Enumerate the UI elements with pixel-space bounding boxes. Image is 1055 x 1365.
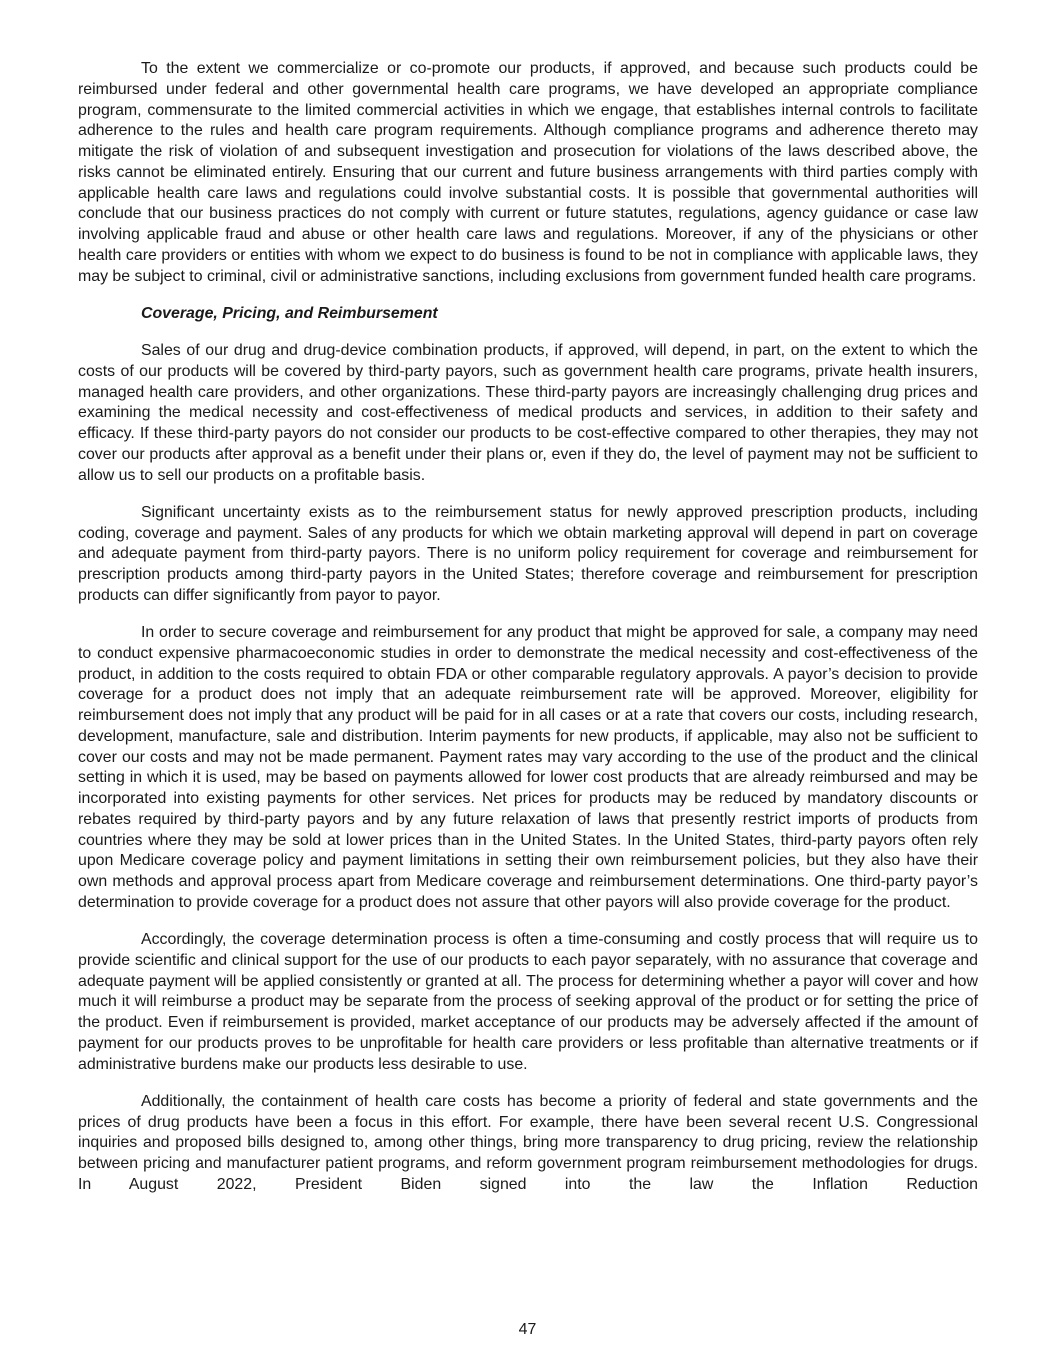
paragraph: Accordingly, the coverage determination process is often a time-consuming and costly process that will require us to provide scientific and clinical support for the use of our products to each payor separately, with no assurance that coverage and adequate payment will be applied consistently or granted at all. The process for determining whether a payor will cover and how much it will reimburse a product may be separate from the process of seeking approval of the product or for setting the price of the product. Even if reimbursement is provided, market acceptance of our products may be adversely affected if the amount of payment for our products proves to be unprofitable for health care providers or less profitable than alternative treatments or if administrative burdens make our products less desirable to use. (78, 931, 978, 1073)
paragraph: Sales of our drug and drug-device combination products, if approved, will depend, in part, on the extent to which the costs of our products will be covered by third-party payors, such as government health care programs, private health insurers, managed health care providers, and other organizations. These third-party payors are increasingly challenging drug prices and examining the medical necessity and cost-effectiveness of medical products and services, in addition to their safety and efficacy. If these third-party payors do not consider our products to be cost-effective compared to other therapies, they may not cover our products after approval as a benefit under their plans or, even if they do, the level of payment may not be sufficient to allow us to sell our products on a profitable basis. (78, 342, 978, 484)
paragraph: Significant uncertainty exists as to the reimbursement status for newly approved prescription products, including coding, coverage and payment. Sales of any products for which we obtain marketing approval will depend in part on coverage and adequate payment from third-party payors. There is no uniform policy requirement for coverage and reimbursement for prescription products among third-party payors in the United States; therefore coverage and reimbursement for prescription products can differ significantly from payor to payor. (78, 503, 978, 604)
paragraph: Additionally, the containment of health care costs has become a priority of federal and state governments and the prices of drug products have been a focus in this effort. For example, there have been several recent U.S. Congressional inquiries and proposed bills designed to, among other things, bring more transparency to drug pricing, review the relationship between pricing and manufacturer patient programs, and reform government program reimbursement methodologies for drugs. In August 2022, President Biden signed into the law the Inflation Reduction (78, 1092, 978, 1193)
section-heading: Coverage, Pricing, and Reimbursement (141, 304, 438, 322)
paragraph-compliance-program: To the extent we commercialize or co-promote our products, if approved, and because such products could be reimbursed under federal and other governmental health care programs, we have developed an appropriate compliance program, commensurate to the limited commercial activities in which we engage, that establishes internal controls to facilitate adherence to the rules and health care program requirements. Although compliance programs and adherence thereto may mitigate the risk of violation of and subsequent investigation and prosecution for violations of the laws described above, the risks cannot be eliminated entirely. Ensuring that our current and future business arrangements with third parties comply with applicable health care laws and regulations could involve substantial costs. It is possible that governmental authorities will conclude that our business practices do not comply with current or future statutes, regulations, agency guidance or case law involving applicable fraud and abuse or other health care laws and regulations. Moreover, if any of the physicians or other health care providers or entities with whom we expect to do business is found to be not in compliance with applicable laws, they may be subject to criminal, civil or administrative sanctions, including exclusions from government funded health care programs. (78, 60, 978, 285)
paragraph: In order to secure coverage and reimbursement for any product that might be approved for sale, a company may need to conduct expensive pharmacoeconomic studies in order to demonstrate the medical necessity and cost-effectiveness of the product, in addition to the costs required to obtain FDA or other comparable regulatory approvals. A payor’s decision to provide coverage for a product does not imply that an adequate reimbursement rate will be approved. Moreover, eligibility for reimbursement does not imply that any product will be paid for in all cases or at a rate that covers our costs, including research, development, manufacture, sale and distribution. Interim payments for new products, if applicable, may also not be sufficient to cover our costs and may not be made permanent. Payment rates may vary according to the use of the product and the clinical setting in which it is used, may be based on payments allowed for lower cost products that are already reimbursed and may be incorporated into existing payments for other services. Net prices for products may be reduced by mandatory discounts or rebates required by third-party payors and by any future relaxation of laws that presently restrict imports of products from countries where they may be sold at lower prices than in the United States. In the United States, third-party payors often rely upon Medicare coverage policy and payment limitations in setting their own reimbursement policies, but they also have their own methods and approval process apart from Medicare coverage and reimbursement determinations. One third-party payor’s determination to provide coverage for a product does not assure that other payors will also provide coverage for the product. (78, 624, 978, 911)
page-number: 47 (518, 1321, 537, 1338)
document-page (78, 59, 978, 1212)
